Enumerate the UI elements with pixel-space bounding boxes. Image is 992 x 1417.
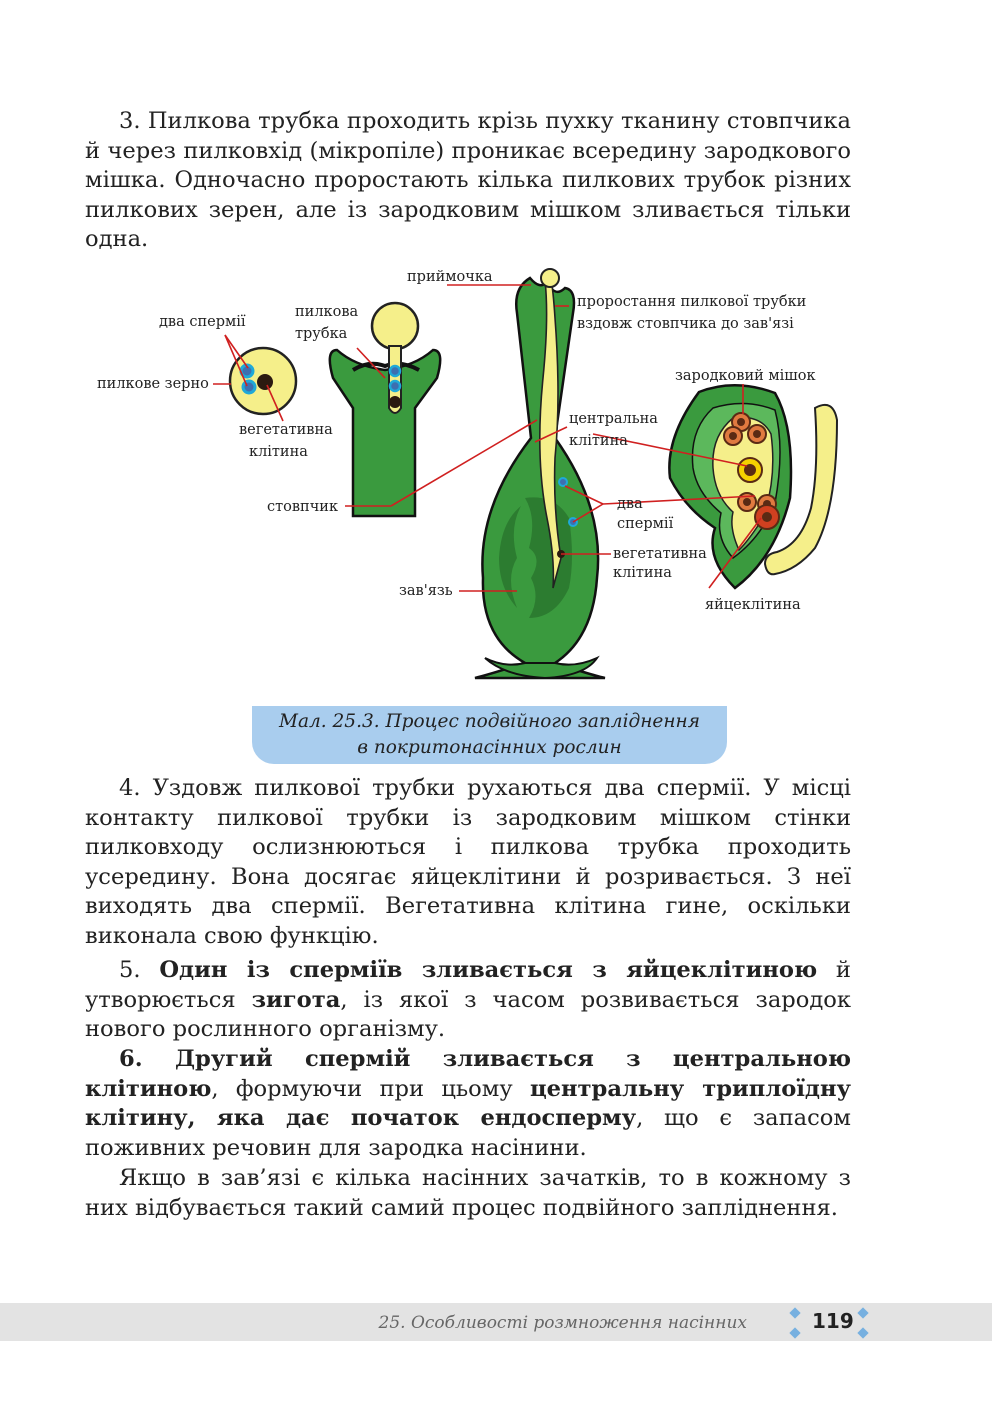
caption-line-2: в покритонасінних рослин: [357, 737, 622, 758]
double-fertilization-figure: [85, 258, 851, 708]
label-two-sperm-b1: два: [617, 496, 643, 512]
label-vegetative-2: клітина: [249, 444, 308, 460]
label-pollen-tube-1: пилкова: [295, 304, 359, 320]
label-vegetative-b1: вегетативна: [613, 546, 707, 562]
label-style: стовпчик: [267, 499, 339, 515]
paragraph-3: 3. Пилкова трубка проходить крізь пухку тканину стовпчика й через пилковхід (мікропіле) проникає всередину зародкового мішка. Одночасно проростають кілька пилкових трубок різних пилкових зерен, але із зародковим мішком зливається тільки одна.: [85, 108, 851, 253]
paragraph-7: Якщо в зав’язі є кілька насінних зачатків, то в кожному з них відбувається такий самий процес подвійного запліднення.: [85, 1165, 851, 1221]
label-two-sperm-b2: спермії: [617, 516, 674, 532]
page-number: 119: [812, 1309, 854, 1333]
label-central-cell-2: клітина: [569, 433, 628, 449]
label-two-sperm: два спермії: [159, 314, 246, 330]
figure-caption: [252, 706, 727, 764]
label-egg-cell: яйцеклітина: [705, 597, 801, 613]
label-vegetative-1: вегетативна: [239, 422, 333, 438]
label-embryo-sac: зародковий мішок: [675, 368, 816, 384]
label-tube-growth-2: вздовж стовпчика до зав'язі: [577, 316, 794, 332]
footer-chapter-title: 25. Особливості розмноження насінних: [378, 1313, 747, 1333]
label-central-cell-1: центральна: [569, 411, 658, 427]
pollen-grain-drawing: [230, 348, 296, 414]
label-pollen-tube-2: трубка: [295, 326, 348, 342]
label-stigma: приймочка: [407, 269, 493, 285]
label-pollen-grain: пилкове зерно: [97, 376, 209, 392]
paragraph-5: 5. Один із сперміїв зливається з яйцеклітиною й утворюється зигота, із якої з часом розвивається зародок нового рослинного організму.: [85, 957, 851, 1043]
caption-line-1: Мал. 25.3. Процес подвійного запліднення: [279, 711, 700, 732]
label-vegetative-b2: клітина: [613, 565, 672, 581]
paragraph-4: 4. Уздовж пилкової трубки рухаються два спермії. У місці контакту пилкової трубки із зародковим мішком стінки пилковходу ослизнюються і пилкова трубка проходить усередину. Вона досягає яйцеклітини й розривається. З неї виходять два спермії. Вегетативна клітина гине, оскільки виконала свою функцію.: [85, 775, 851, 949]
label-tube-growth-1: проростання пилкової трубки: [577, 294, 807, 310]
label-ovary: зав'язь: [399, 583, 453, 599]
paragraph-6: 6. Другий спермій зливається з центральною клітиною, формуючи при цьому центральну триплоїдну клітину, яка дає початок ендосперму, що є запасом поживних речовин для зародка насінини.: [85, 1046, 851, 1161]
